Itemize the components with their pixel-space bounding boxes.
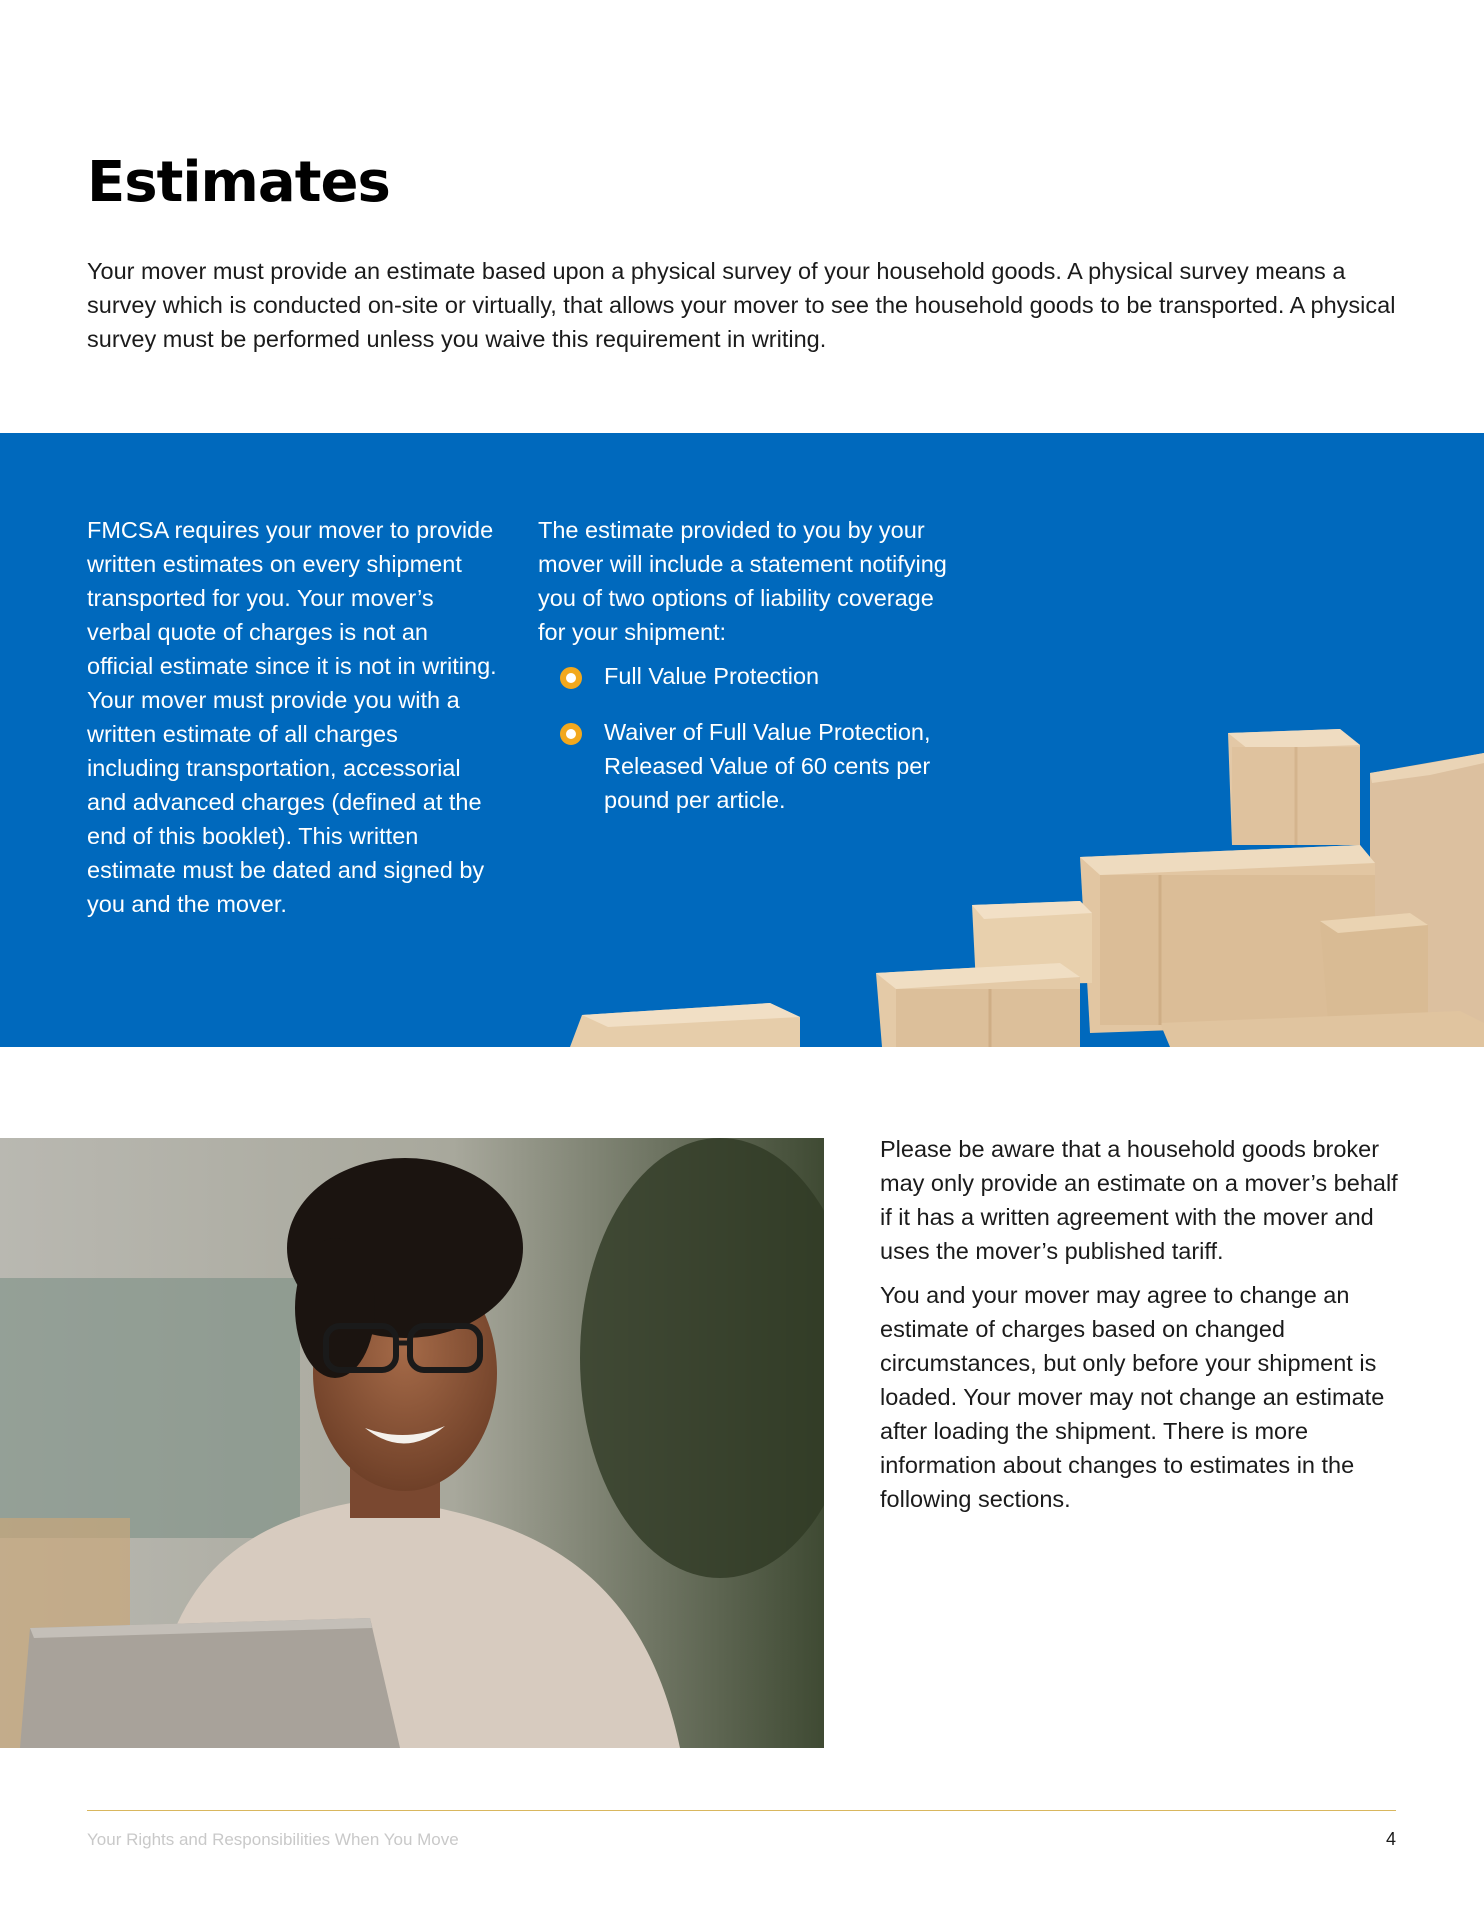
estimate-changes-paragraph: You and your mover may agree to change an estimate of charges based on changed circumstances, but only before your shipment is loaded. Your mover may not change an estimate after loading the shipment. There is more information about changes to estimates in the following sections. (880, 1282, 1385, 1512)
bullet-text: Full Value Protection (604, 663, 820, 689)
footer-divider (87, 1810, 1396, 1811)
intro-paragraph: Your mover must provide an estimate based upon a physical survey of your household goods. A physical survey means a survey which is conducted on-site or virtually, that allows your mover to see the household goods to be transported. A physical survey must be performed unless you waive this requirement in writing. (87, 258, 1396, 352)
written-estimate-paragraph: FMCSA requires your mover to provide written estimates on every shipment transported for you. Your mover’s verbal quote of charges is not an official estimate since it is not in writing. Your mover must provide you with a written estimate of all charges including transportation, accessorial and advanced charges (defined at the end of this booklet). This written estimate must be dated and signed by you and the mover. (87, 517, 497, 917)
broker-and-changes-text (880, 1132, 1400, 1526)
footer-booklet-title: Your Rights and Responsibilities When You Move (87, 1830, 459, 1849)
cardboard-boxes-image (560, 613, 1484, 1047)
page-number: 4 (1385, 1829, 1396, 1849)
bullet-text: Waiver of Full Value Protection, Released Value of 60 cents per pound per article. (604, 719, 931, 813)
broker-paragraph: Please be aware that a household goods broker may only provide an estimate on a mover’s behalf if it has a written agreement with the mover and uses the mover’s published tariff. (880, 1136, 1398, 1264)
estimates-info-band (0, 433, 1484, 1047)
liability-options-intro: The estimate provided to you by your mover will include a statement notifying you of two options of liability coverage for your shipment: (538, 517, 947, 645)
page-title: Estimates (87, 150, 390, 215)
woman-laptop-photo (0, 1138, 824, 1748)
